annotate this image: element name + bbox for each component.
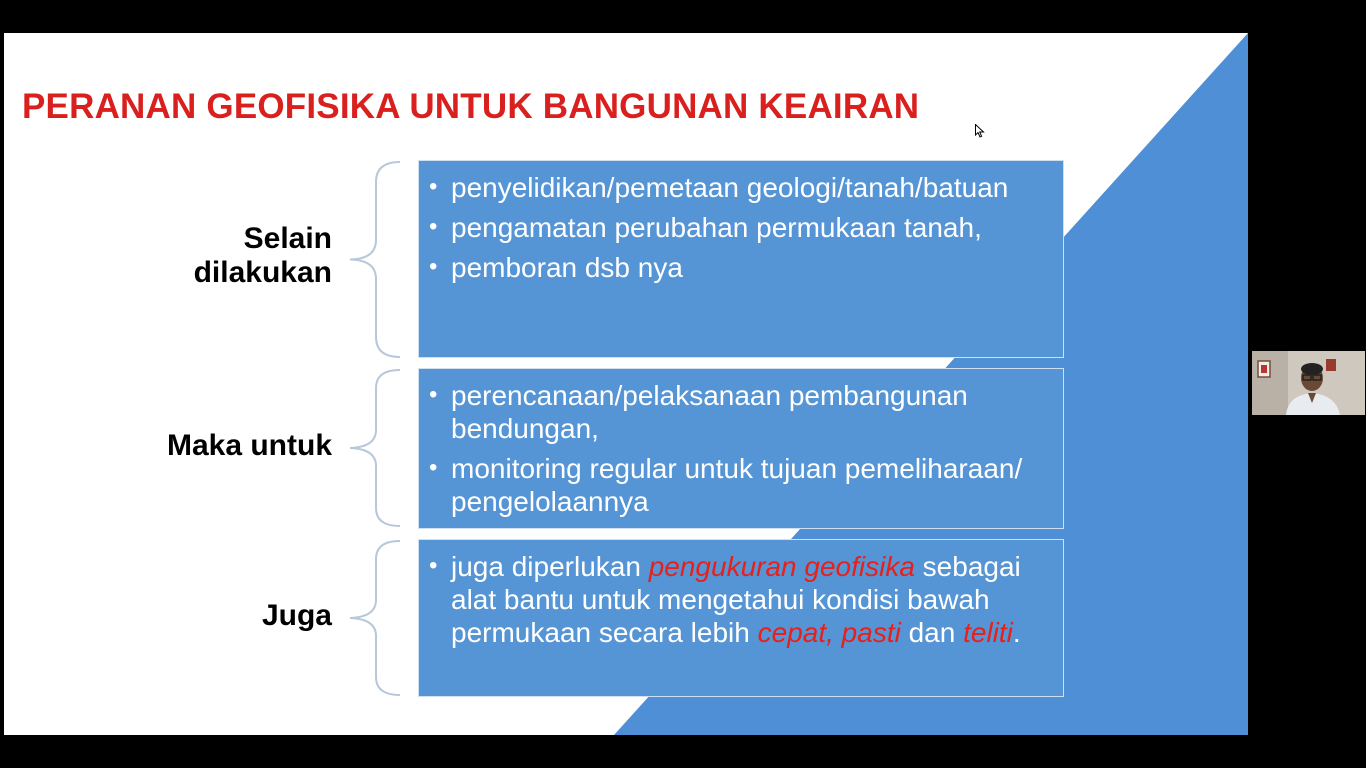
content-box-geophysics [418,539,1064,697]
participant-video-icon [1252,351,1365,415]
bullet-item: • penyelidikan/pemetaan geologi/tanah/batuan [429,171,1053,204]
row-label-line: dilakukan [193,256,332,289]
bullet-item: • pengamatan perubahan permukaan tanah, [429,211,1053,244]
presentation-slide [4,33,1248,735]
bullet-item: • perencanaan/pelaksanaan pembangunan bendungan, [429,379,1053,445]
row-label-maka-untuk: Maka untuk [166,429,332,462]
mouse-pointer-icon [975,124,985,138]
content-box-methods [418,160,1064,358]
row-label-line: Selain [243,222,332,255]
slide-title: PERANAN GEOFISIKA UNTUK BANGUNAN KEAIRAN [22,87,920,126]
content-box-purposes [418,368,1064,529]
bullet-item [429,550,1053,649]
bullet-text: sebagai alat bantu untuk mengetahui kondisi bawah permukaan secara lebih [451,551,1021,648]
brace-icon [344,539,404,697]
bullet-text: . [1012,617,1021,648]
bullet-item: • monitoring regular untuk tujuan pemeliharaan/ pengelolaannya [429,452,1053,518]
webcam-thumbnail[interactable] [1252,351,1365,415]
emphasis-text: pengukuran geofisika [648,551,915,582]
bullet-list [419,161,1063,284]
bullet-item: • pemboran dsb nya [429,251,1053,284]
bullet-text: juga diperlukan [451,551,649,582]
row-label-juga: Juga [261,599,332,632]
emphasis-text: teliti [963,617,1013,648]
bullet-list [419,540,1063,649]
brace-icon [344,368,404,528]
row-label-selain-dilakukan [194,222,332,290]
emphasis-text: cepat, pasti [757,617,901,648]
bullet-list [419,369,1063,518]
bullet-text: dan [900,617,964,648]
brace-icon [344,160,404,359]
